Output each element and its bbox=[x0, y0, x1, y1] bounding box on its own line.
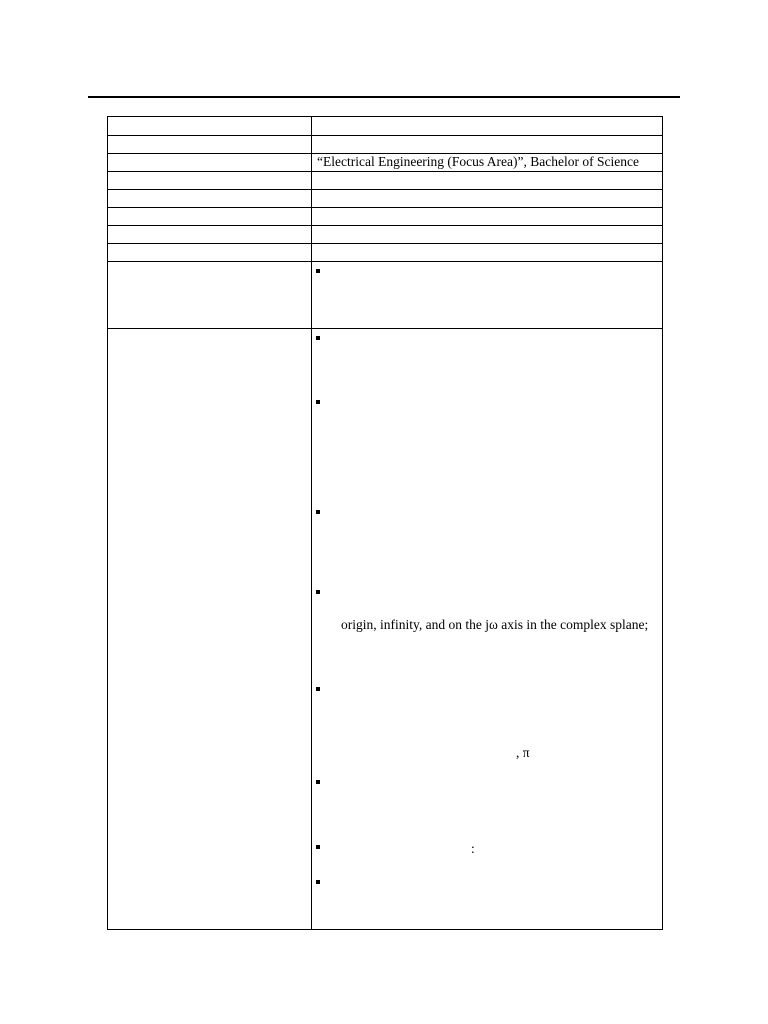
row-divider bbox=[108, 261, 662, 262]
bullet-marker bbox=[316, 510, 320, 514]
outcome-text-pi: , π bbox=[516, 745, 530, 760]
document-table bbox=[107, 116, 663, 930]
header-rule bbox=[88, 96, 680, 98]
row-divider bbox=[108, 328, 662, 329]
column-divider bbox=[311, 117, 312, 929]
bullet-marker bbox=[316, 400, 320, 404]
degree-program-value: “Electrical Engineering (Focus Area)”, Bachelor of Science bbox=[317, 154, 639, 169]
row-divider bbox=[108, 189, 662, 190]
bullet-marker bbox=[316, 687, 320, 691]
bullet-marker bbox=[316, 269, 320, 273]
bullet-marker bbox=[316, 880, 320, 884]
row-divider bbox=[108, 225, 662, 226]
row-divider bbox=[108, 207, 662, 208]
row-divider bbox=[108, 135, 662, 136]
outcome-text-poles-zeros: origin, infinity, and on the jω axis in the complex splane; bbox=[341, 617, 649, 632]
bullet-marker bbox=[316, 590, 320, 594]
row-divider bbox=[108, 243, 662, 244]
bullet-marker bbox=[316, 780, 320, 784]
row-divider bbox=[108, 171, 662, 172]
bullet-marker bbox=[316, 845, 320, 849]
outcome-text-colon: : bbox=[471, 841, 475, 856]
bullet-marker bbox=[316, 336, 320, 340]
